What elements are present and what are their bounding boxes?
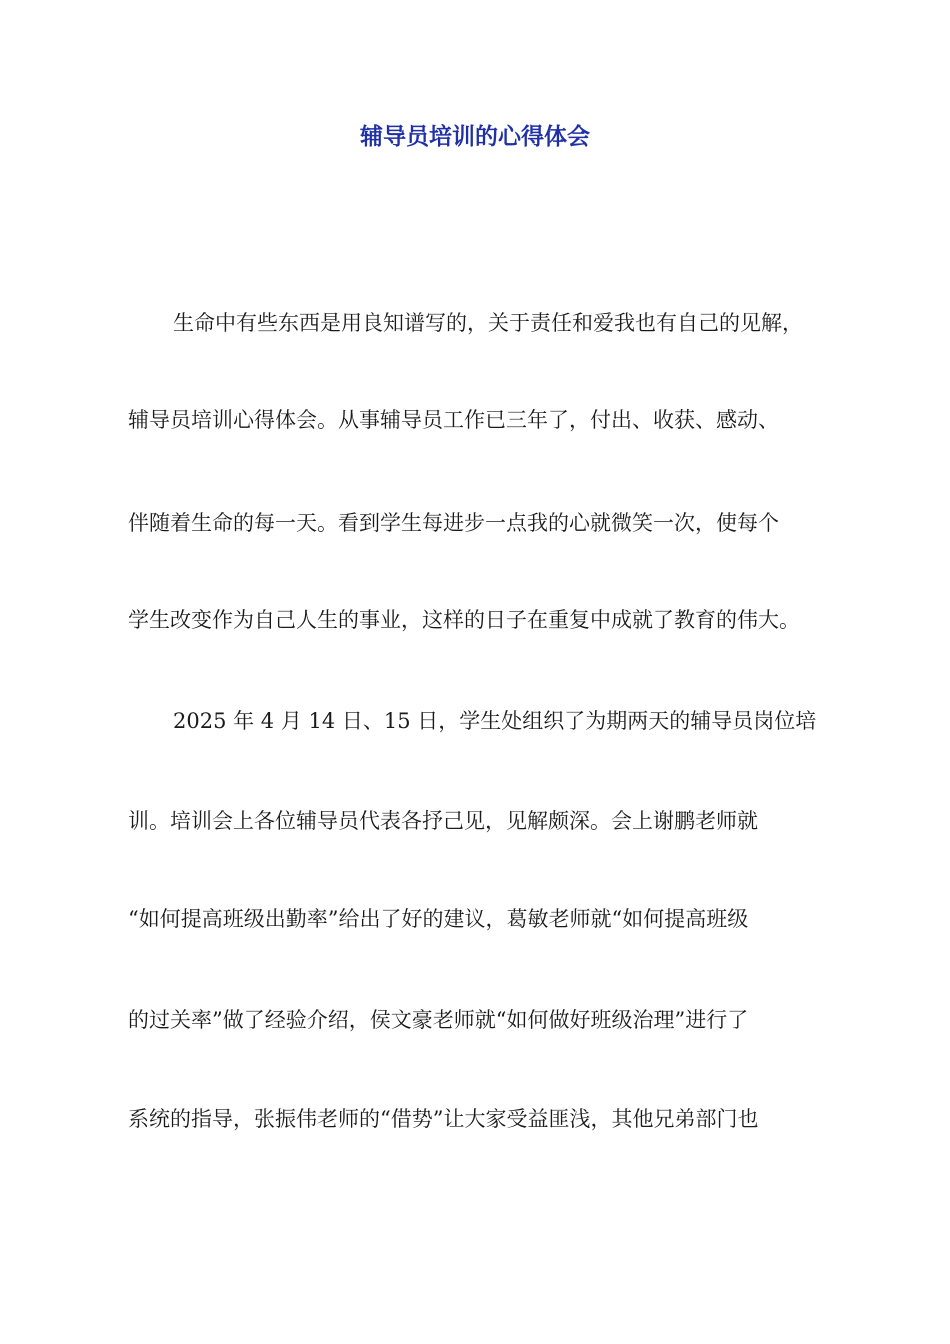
- paragraph-2-line-5: 系统的指导，张振伟老师的“借势”让大家受益匪浅，其他兄弟部门也: [128, 1107, 759, 1131]
- paragraph-1-line-3: 伴随着生命的每一天。看到学生每进步一点我的心就微笑一次，使每个: [128, 511, 779, 535]
- paragraph-1-line-4: 学生改变作为自己人生的事业，这样的日子在重复中成就了教育的伟大。: [128, 608, 800, 632]
- document-title: 辅导员培训的心得体会: [360, 124, 590, 150]
- paragraph-2-line-4: 的过关率”做了经验介绍，侯文豪老师就“如何做好班级治理”进行了: [128, 1008, 749, 1032]
- paragraph-1-line-1: 生命中有些东西是用良知谱写的，关于责任和爱我也有自己的见解，: [173, 311, 803, 335]
- paragraph-2-line-3: “如何提高班级出勤率”给出了好的建议，葛敏老师就“如何提高班级: [128, 907, 749, 931]
- paragraph-1-line-2: 辅导员培训心得体会。从事辅导员工作已三年了，付出、收获、感动、: [128, 408, 779, 432]
- paragraph-2-line-1: 2025 年 4 月 14 日、15 日，学生处组织了为期两天的辅导员岗位培: [173, 709, 817, 733]
- paragraph-2-line-2: 训。培训会上各位辅导员代表各抒己见，见解颇深。会上谢鹏老师就: [128, 809, 758, 833]
